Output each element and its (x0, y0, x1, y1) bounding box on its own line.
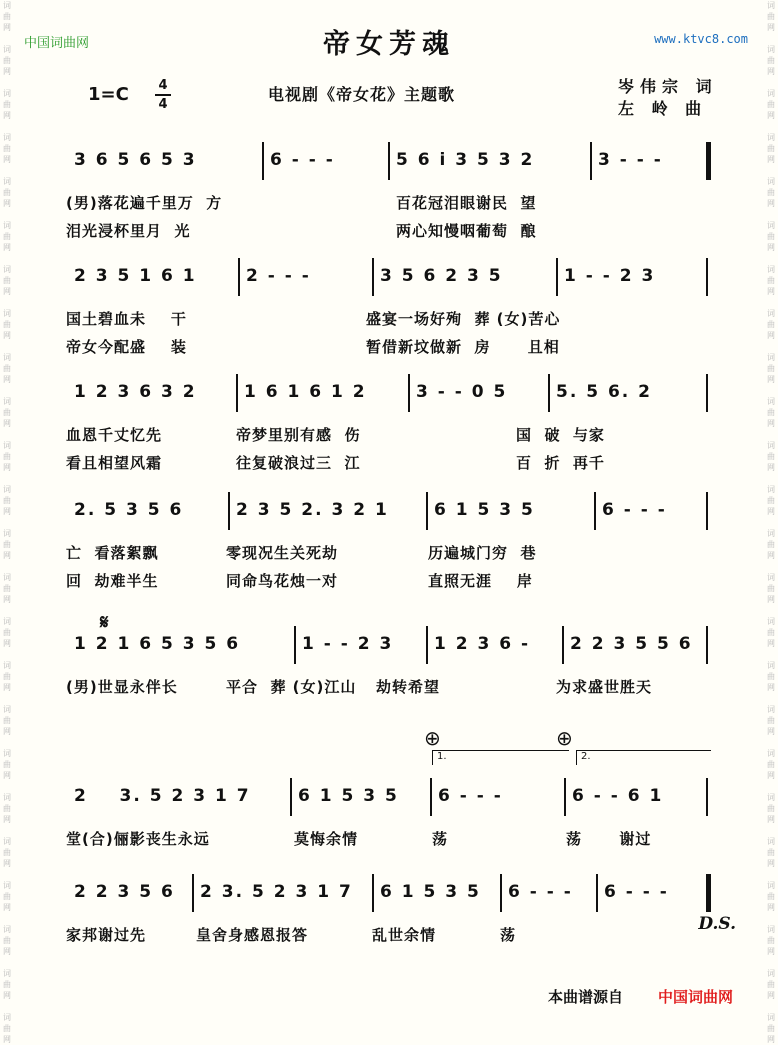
song-subtitle: 电视剧《帝女花》主题歌 (268, 85, 456, 104)
lyric-line: 血恩千丈忆先 (66, 426, 163, 444)
lyric-line: 荡 谢过 (566, 830, 652, 848)
lyric-line: 家邦谢过先 (66, 926, 147, 944)
lyric-line: 莫悔余情 (294, 830, 359, 848)
measure-notes: 3 5 6 2 3 5 (380, 266, 503, 286)
lyric-line: 亡 看落絮飘 (66, 544, 159, 562)
measure (438, 776, 558, 816)
barline (548, 374, 550, 412)
lyric-line: 荡 (500, 926, 517, 944)
measure (396, 140, 584, 180)
barline (590, 142, 592, 180)
measure (572, 776, 700, 816)
measure-notes: 1 - - 2 3 (302, 634, 394, 654)
measure (74, 490, 222, 530)
barline (262, 142, 264, 180)
lyric-line: 两心知慢咽葡萄 酿 (396, 222, 537, 240)
lyric-line: 百花冠泪眼谢民 望 (396, 194, 537, 212)
footer-source-label: 本曲谱源自 (548, 988, 624, 1006)
measure-notes: 3 - - - (598, 150, 663, 170)
lyric-line: 荡 (432, 830, 449, 848)
lyric-line: 国 破 与家 (516, 426, 605, 444)
measure-notes: 1 2 3 6 3 2 (74, 382, 197, 402)
time-signature (155, 78, 171, 112)
measure-notes: 2 2 3 5 5 6 (570, 634, 693, 654)
measure (244, 372, 402, 412)
measure-notes: 5. 5 6. 2 (556, 382, 652, 402)
staff-line (66, 490, 716, 530)
staff-line (66, 140, 716, 180)
coda-mark-2: ⊕ (556, 726, 573, 750)
barline (706, 142, 711, 180)
measure (570, 624, 700, 664)
lyric-line: 为求盛世胜天 (556, 678, 653, 696)
barline (706, 492, 708, 530)
measure-notes: 3 - - 0 5 (416, 382, 508, 402)
barline (500, 874, 502, 912)
measure (236, 490, 420, 530)
lyric-line: 平合 葬 (女)江山 (226, 678, 357, 696)
measure (564, 256, 700, 296)
barline (706, 778, 708, 816)
lyric-line: 乱世余情 (372, 926, 437, 944)
barline (706, 874, 711, 912)
measure-notes: 1 2 3 6 - (434, 634, 531, 654)
measure (200, 872, 366, 912)
measure-notes: 2 3. 5 2 3 1 7 (200, 882, 353, 902)
lyric-line: 帝女今配盛 装 (66, 338, 187, 356)
measure-notes: 2 3 5 1 6 1 (74, 266, 197, 286)
barline (706, 258, 708, 296)
barline (236, 374, 238, 412)
lyric-line: 历遍城门穷 巷 (428, 544, 537, 562)
measure-notes: 6 - - - (602, 500, 667, 520)
staff-line (66, 372, 716, 412)
side-watermark-left: 词 曲 网 词 曲 网 词 曲 网 词 曲 网 词 曲 网 词 曲 网 词 曲 网 词 曲 网 词 曲 网 词 曲 网 词 曲 网 词 曲 网 词 曲 网 词 曲 网 词 曲 网 词 曲 网 词 曲 网 词 曲 网 词 曲 网 词 曲 网 词 曲 网 词 曲 网 词 曲 网 词 曲 网 (3, 1, 11, 1044)
lyric-line: 零现况生关死劫 (226, 544, 339, 562)
barline (426, 492, 428, 530)
footer-source-site[interactable]: 中国词曲网 (658, 988, 734, 1006)
barline (372, 874, 374, 912)
barline (388, 142, 390, 180)
barline (594, 492, 596, 530)
measure (598, 140, 700, 180)
measure-notes: 2 3 5 2. 3 2 1 (236, 500, 389, 520)
volta-second-ending: 2. (576, 750, 711, 765)
lyric-line: 同命鸟花烛一对 (226, 572, 339, 590)
measure-notes: 1 6 1 6 1 2 (244, 382, 367, 402)
measure (380, 872, 494, 912)
staff-line (66, 256, 716, 296)
lyric-line: 盛宴一场好殉 葬 (女)苦心 (366, 310, 561, 328)
measure-notes: 6 - - - (508, 882, 573, 902)
measure-notes: 2. 5 3 5 6 (74, 500, 184, 520)
lyric-line: 直照无涯 岸 (428, 572, 533, 590)
lyric-line: 国土碧血未 干 (66, 310, 187, 328)
measure (74, 372, 230, 412)
lyric-line: (男)世显永伴长 (66, 678, 178, 696)
lyric-line: 帝梦里别有感 伤 (236, 426, 361, 444)
volta-first-ending: 1. (432, 750, 569, 765)
barline (426, 626, 428, 664)
barline (372, 258, 374, 296)
barline (706, 374, 708, 412)
coda-mark-1: ⊕ (424, 726, 441, 750)
measure (602, 490, 700, 530)
measure-notes: 6 1 5 3 5 (434, 500, 535, 520)
measure-notes: 2 2 3 5 6 (74, 882, 175, 902)
barline (294, 626, 296, 664)
barline (290, 778, 292, 816)
barline (430, 778, 432, 816)
measure-notes: 6 - - 6 1 (572, 786, 664, 806)
lyric-line: 看且相望风霜 (66, 454, 163, 472)
key-signature: 1=C (88, 84, 129, 105)
lyric-line: 堂(合)俪影丧生永远 (66, 830, 210, 848)
lyric-line: 劫转希望 (376, 678, 441, 696)
meter-top: 4 (158, 78, 168, 93)
lyric-line: (男)落花遍千里万 方 (66, 194, 223, 212)
barline (556, 258, 558, 296)
measure (270, 140, 382, 180)
barline (228, 492, 230, 530)
measure (74, 140, 256, 180)
lyric-line: 暂借新坟做新 房 且相 (366, 338, 560, 356)
dal-segno-mark: D.S. (698, 914, 736, 934)
measure (556, 372, 700, 412)
measure (508, 872, 590, 912)
lyric-line: 泪光浸杯里月 光 (66, 222, 191, 240)
measure (434, 624, 556, 664)
measure-notes: 2 - - - (246, 266, 311, 286)
side-watermark-right: 词 曲 网 词 曲 网 词 曲 网 词 曲 网 词 曲 网 词 曲 网 词 曲 网 词 曲 网 词 曲 网 词 曲 网 词 曲 网 词 曲 网 词 曲 网 词 曲 网 词 曲 网 词 曲 网 词 曲 网 词 曲 网 词 曲 网 词 曲 网 词 曲 网 词 曲 网 词 曲 网 词 曲 网 (767, 1, 775, 1044)
watermark-site-name[interactable]: 中国词曲网 (24, 36, 90, 51)
measure-notes: 6 - - - (438, 786, 503, 806)
measure-notes: 6 - - - (604, 882, 669, 902)
measure-notes: 2 3. 5 2 3 1 7 (74, 786, 251, 806)
barline (408, 374, 410, 412)
composer-credit: 左 岭 曲 (618, 99, 708, 118)
barline (596, 874, 598, 912)
staff-line (66, 776, 716, 816)
measure (246, 256, 366, 296)
lyric-line: 往复破浪过三 江 (236, 454, 361, 472)
watermark-site-url[interactable]: www.ktvc8.com (654, 32, 748, 46)
measure (302, 624, 420, 664)
barline (706, 626, 708, 664)
measure-notes: 6 1 5 3 5 (380, 882, 481, 902)
measure (74, 776, 284, 816)
measure-notes: 5 6 i 3 5 3 2 (396, 150, 535, 170)
staff-line (66, 872, 716, 912)
barline (562, 626, 564, 664)
lyric-line: 皇舍身感恩报答 (196, 926, 309, 944)
barline (192, 874, 194, 912)
lyricist-credit: 岑伟宗 词 (618, 77, 718, 96)
measure (434, 490, 588, 530)
measure-notes: 1 - - 2 3 (564, 266, 656, 286)
staff-line (66, 624, 716, 664)
meter-divider (155, 94, 171, 96)
measure-notes: 1 2 1 6 5 3 5 6 (74, 634, 241, 654)
meter-bottom: 4 (158, 97, 168, 112)
lyric-line: 回 劫难半生 (66, 572, 159, 590)
measure (74, 256, 232, 296)
measure-notes: 6 - - - (270, 150, 335, 170)
measure (380, 256, 550, 296)
measure (74, 872, 186, 912)
measure (298, 776, 424, 816)
segno-mark: 𝄋 (100, 610, 109, 634)
measure-notes: 6 1 5 3 5 (298, 786, 399, 806)
measure (604, 872, 700, 912)
measure (416, 372, 542, 412)
measure-notes: 3 6 5 6 5 3 (74, 150, 197, 170)
lyric-line: 百 折 再千 (516, 454, 605, 472)
song-title: 帝女芳魂 (323, 29, 455, 60)
barline (238, 258, 240, 296)
barline (564, 778, 566, 816)
